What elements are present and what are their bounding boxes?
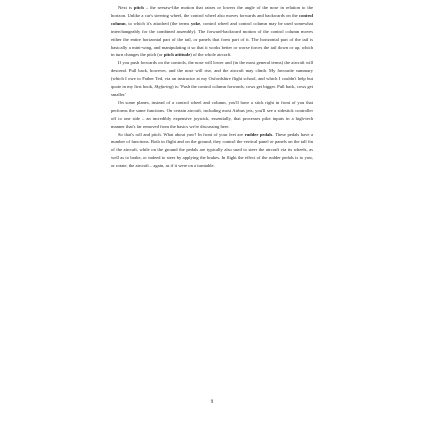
text-run: . These pedals have a number of functions. Both in flight and on the ground, they control the vertical panel or panels on the tall fin of the aircraft, while on the ground the pedals are typically also used to steer the aircraft via its wheels, as well as to brake, or indeed to steer by applying the brakes. In flight the effect of the rudder pedals is to yaw, or rotate, the aircraft – again, as if it were on a turntable. [111,131,313,169]
bold-term: rudder pedals [244,131,273,137]
paragraph [111,59,313,99]
bold-term: control column [111,12,313,26]
text-run: – the seesaw-like motion that raises or lowers the angle of the nose in relation to the horizon. Unlike a car's steering wheel, the control wheel also moves forwards and backwards on the [111,5,313,18]
italic-title: Skyfaring [154,84,172,90]
bold-term: pitch [133,5,144,10]
paragraph [111,4,313,59]
paragraph [111,99,313,131]
text-run: On some planes, instead of a control wheel and column, you'll have a stick right in front of you that performs the same functions. On certain aircraft, including most Airbus jets, you'll see a sidestick controller off to one side – an incredibly expensive joystick, essentially, that processes pilot inputs in a high-tech manner that's far removed from the basics we're discussing here. [111,99,313,129]
text-run: , to which it's attached (the terms [125,20,191,26]
bold-term: pitch attitude [163,52,191,58]
text-run: Next is [118,5,134,10]
text-run: So that's roll and pitch. What about yaw? In front of your feet are [118,131,245,137]
page-number: 9 [210,400,214,405]
text-run: , control wheel and control column may be used somewhat interchangeably for the combined assembly). The forward-backward motion of the control column moves either the entire horizontal part of the tail, or panels that form part of it. The horizontal part of the tail is basically a mini-wing, and manipulating it so that it works better or worse forces the tail down or up, which in turn changes the pitch (or [111,20,313,58]
text-run: ) is: 'Push the control column forwards, cows get bigger. Pull back, cows get smaller.' [111,84,313,97]
text-run: If you push forwards on the controls, the nose will lower and (in the most general terms) the aircraft will descend. Pull back, however, and the nose will rise, and the aircraft may climb. My favourite summary (which I owe to Father Ted, via an instructor at my Oxfordshire flight school, and which I couldn't help but quote in my first book, [111,60,313,90]
text-run: ) of the whole aircraft. [190,52,232,58]
paragraph [111,131,313,171]
body-text [111,4,313,170]
bold-term: yoke [190,20,201,26]
